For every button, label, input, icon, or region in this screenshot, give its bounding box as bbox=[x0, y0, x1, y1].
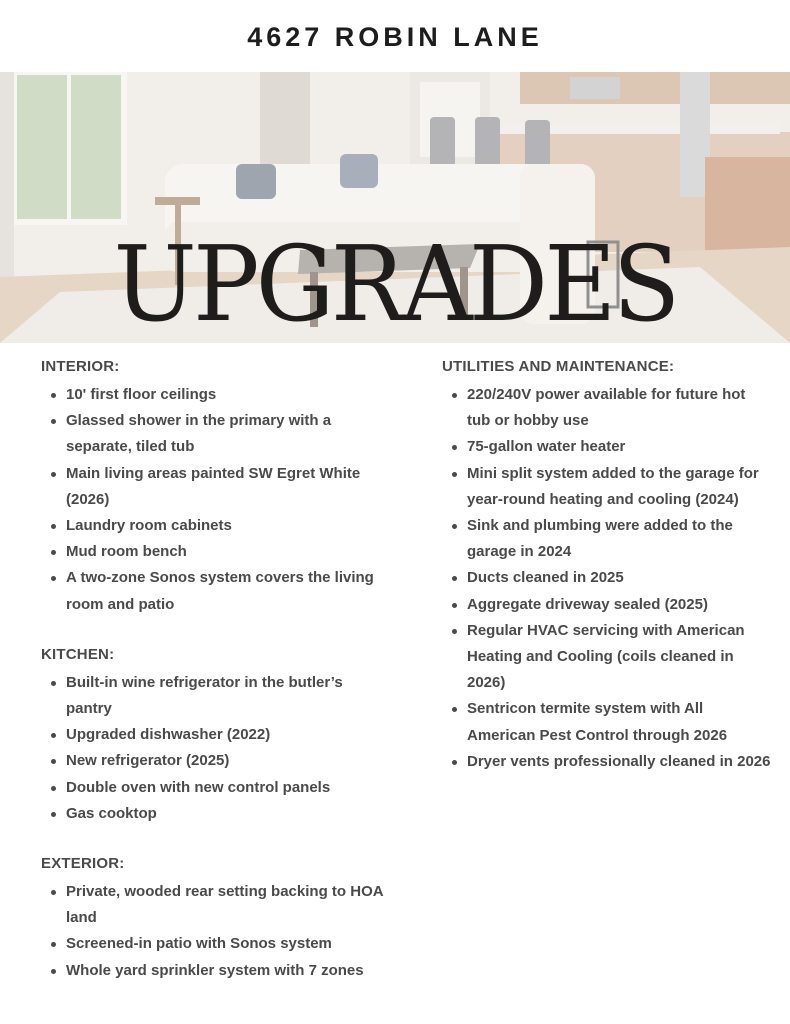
list-item: Mud room bench bbox=[66, 539, 391, 565]
list-item: Private, wooded rear setting backing to HOA land bbox=[66, 879, 391, 931]
list-item: Glassed shower in the primary with a separate, tiled tub bbox=[66, 408, 391, 460]
list-item: New refrigerator (2025) bbox=[66, 748, 391, 774]
address-title: 4627 ROBIN LANE bbox=[247, 22, 543, 52]
list-item: Dryer vents professionally cleaned in 2026 bbox=[467, 749, 772, 775]
list-item: Whole yard sprinkler system with 7 zones bbox=[66, 958, 391, 984]
list-item: Sink and plumbing were added to the garage in 2024 bbox=[467, 513, 772, 565]
left-column bbox=[41, 356, 391, 1010]
list-item: Aggregate driveway sealed (2025) bbox=[467, 592, 772, 618]
hero-title: UPGRADES bbox=[113, 223, 677, 343]
hero-banner bbox=[0, 72, 790, 343]
list-item: Laundry room cabinets bbox=[66, 513, 391, 539]
bullet-list bbox=[41, 670, 391, 827]
section-utilities bbox=[442, 356, 772, 775]
section-heading: UTILITIES AND MAINTENANCE: bbox=[442, 358, 675, 375]
bullet-list bbox=[41, 879, 391, 984]
list-item: Built-in wine refrigerator in the butler’s pantry bbox=[66, 670, 391, 722]
list-item: Main living areas painted SW Egret White (2026) bbox=[66, 461, 391, 513]
section-interior bbox=[41, 356, 391, 618]
list-item: 10' first floor ceilings bbox=[66, 382, 391, 408]
right-column bbox=[442, 356, 772, 801]
list-item: A two-zone Sonos system covers the living room and patio bbox=[66, 565, 391, 617]
bullet-list bbox=[41, 382, 391, 618]
list-item: Sentricon termite system with All American Pest Control through 2026 bbox=[467, 696, 772, 748]
list-item: Double oven with new control panels bbox=[66, 775, 391, 801]
section-heading: INTERIOR: bbox=[41, 358, 120, 375]
list-item: Gas cooktop bbox=[66, 801, 391, 827]
list-item: Mini split system added to the garage for year-round heating and cooling (2024) bbox=[467, 461, 772, 513]
section-heading: KITCHEN: bbox=[41, 645, 115, 663]
list-item: Upgraded dishwasher (2022) bbox=[66, 722, 391, 748]
list-item: Ducts cleaned in 2025 bbox=[467, 565, 772, 591]
bullet-list bbox=[442, 382, 772, 775]
list-item: 75-gallon water heater bbox=[467, 434, 772, 460]
list-item: Regular HVAC servicing with American Heating and Cooling (coils cleaned in 2026) bbox=[467, 618, 772, 697]
section-kitchen bbox=[41, 644, 391, 827]
list-item: 220/240V power available for future hot tub or hobby use bbox=[467, 382, 772, 434]
section-heading: EXTERIOR: bbox=[41, 855, 125, 873]
section-exterior bbox=[41, 853, 391, 984]
list-item: Screened-in patio with Sonos system bbox=[66, 931, 391, 957]
